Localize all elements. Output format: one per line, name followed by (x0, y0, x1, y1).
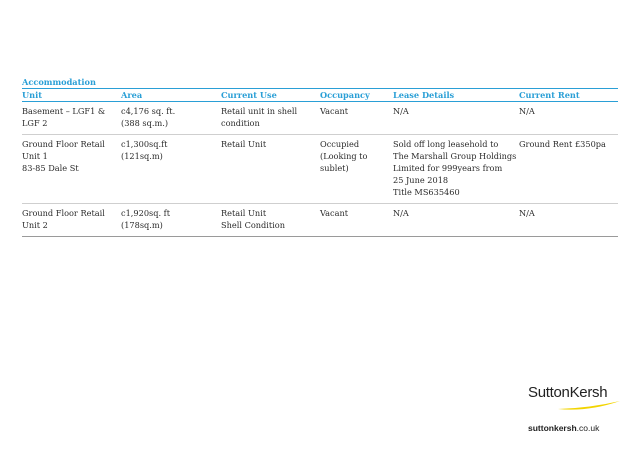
cell-line: Ground Rent £350pa (519, 139, 606, 149)
cell-current-rent (519, 102, 618, 135)
cell-current-use (221, 204, 320, 237)
cell-area (121, 135, 221, 204)
cell-current-use (221, 102, 320, 135)
table-row (22, 135, 618, 204)
cell-line: 83-85 Dale St (22, 163, 79, 173)
website-domain: suttonkersh (528, 423, 577, 433)
cell-line: Retail unit in shell (221, 106, 298, 116)
column-header-occupancy: Occupancy (320, 89, 393, 102)
cell-line: Occupied (320, 139, 360, 149)
table-body (22, 102, 618, 237)
cell-line: N/A (393, 106, 409, 116)
cell-occupancy (320, 135, 393, 204)
cell-line: c1,920sq. ft (121, 208, 170, 218)
column-header-lease-details: Lease Details (393, 89, 519, 102)
cell-unit (22, 102, 121, 135)
cell-unit (22, 204, 121, 237)
cell-line: LGF 2 (22, 118, 48, 128)
cell-line: Ground Floor Retail (22, 139, 105, 149)
company-logo (528, 384, 623, 414)
cell-line: Unit 2 (22, 220, 48, 230)
cell-occupancy (320, 102, 393, 135)
cell-line: (178sq.m) (121, 220, 163, 230)
cell-area (121, 102, 221, 135)
cell-line: The Marshall Group Holdings (393, 151, 517, 161)
cell-line: 25 June 2018 (393, 175, 449, 185)
table-row (22, 204, 618, 237)
cell-line: (388 sq.m.) (121, 118, 169, 128)
table-header-row (22, 89, 618, 102)
cell-line: Shell Condition (221, 220, 286, 230)
cell-current-rent (519, 204, 618, 237)
cell-line: Retail Unit (221, 139, 267, 149)
cell-line: Basement – LGF1 & (22, 106, 106, 116)
cell-lease-details (393, 135, 519, 204)
column-header-current-use: Current Use (221, 89, 320, 102)
logo-text: SuttonKersh (528, 384, 608, 401)
accommodation-table (22, 88, 618, 237)
cell-area (121, 204, 221, 237)
cell-line: c4,176 sq. ft. (121, 106, 176, 116)
cell-lease-details (393, 102, 519, 135)
cell-line: Sold off long leasehold to (393, 139, 499, 149)
cell-line: N/A (393, 208, 409, 218)
column-header-current-rent: Current Rent (519, 89, 618, 102)
cell-line: (Looking to (320, 151, 368, 161)
cell-line: Limited for 999years from (393, 163, 503, 173)
table-row (22, 102, 618, 135)
cell-line: Vacant (320, 106, 349, 116)
cell-line: c1,300sq.ft (121, 139, 168, 149)
website-tld: .co.uk (576, 423, 600, 433)
cell-line: Unit 1 (22, 151, 48, 161)
website-link[interactable] (528, 423, 599, 433)
cell-occupancy (320, 204, 393, 237)
cell-line: Retail Unit (221, 208, 267, 218)
cell-line: Vacant (320, 208, 349, 218)
logo-swoosh-icon (528, 400, 623, 414)
column-header-area: Area (121, 89, 221, 102)
cell-unit (22, 135, 121, 204)
cell-line: Ground Floor Retail (22, 208, 105, 218)
cell-line: sublet) (320, 163, 349, 173)
cell-line: condition (221, 118, 260, 128)
cell-line: (121sq.m) (121, 151, 163, 161)
column-header-unit: Unit (22, 89, 121, 102)
cell-line: N/A (519, 208, 535, 218)
cell-lease-details (393, 204, 519, 237)
cell-line: N/A (519, 106, 535, 116)
cell-line: Title MS635460 (393, 187, 460, 197)
cell-current-use (221, 135, 320, 204)
cell-current-rent (519, 135, 618, 204)
section-title: Accommodation (22, 77, 96, 87)
